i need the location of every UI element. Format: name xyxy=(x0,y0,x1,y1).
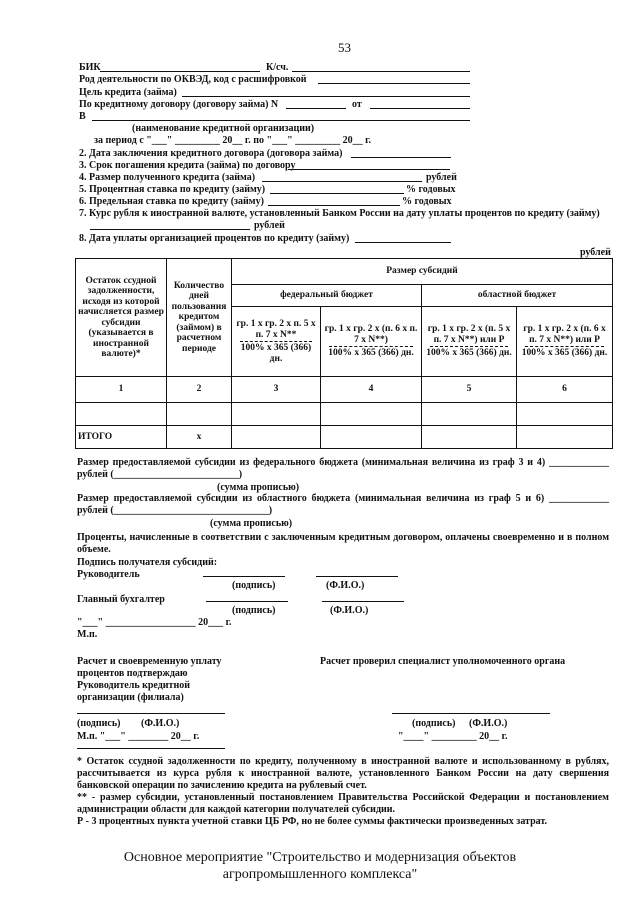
checked-by-specialist: Расчет проверил специалист уполномоченного органа xyxy=(320,656,566,667)
total-col2: x xyxy=(167,426,232,449)
head-signature-caption: (подпись) xyxy=(232,580,276,591)
item-2: 2. Дата заключения кредитного договора (договора займа) xyxy=(79,148,343,159)
item-4-suffix: рублей xyxy=(426,172,457,183)
item-8: 8. Дата уплаты организацией процентов по кредиту (займу) xyxy=(79,233,350,244)
bank-fio-caption: (Ф.И.О.) xyxy=(141,718,180,729)
okved-label: Род деятельности по ОКВЭД, код с расшифровкой xyxy=(79,74,307,85)
recipient-signature-label: Подпись получателя субсидий: xyxy=(77,557,218,568)
confirm-line-3: Руководитель кредитной xyxy=(77,680,190,691)
head-fio-caption: (Ф.И.О.) xyxy=(326,580,365,591)
footer-title-line-2: агропромышленного комплекса" xyxy=(222,867,418,882)
confirm-line-4: организации (филиала) xyxy=(77,692,184,703)
confirm-line-1: Расчет и своевременную уплату xyxy=(77,656,222,667)
note-1: * Остаток ссудной задолженности по кредиту, полученному в иностранной валюте и использованному в рублях, рассчитывается из курса рубля к иностранной валюте, установленного Банком России на дату свершения банковской операции по зачислению кредита на рублевый счет. xyxy=(77,756,609,791)
purpose-label: Цель кредита (займа) xyxy=(79,87,177,98)
table-row xyxy=(76,403,613,426)
formula-col6: гр. 1 x гр. 2 x (п. 6 x п. 7 x N**) или Р 100% x 365 (366) дн. xyxy=(517,307,613,377)
sum-in-words-2: (сумма прописью) xyxy=(210,518,293,529)
bik-label: БИК xyxy=(79,62,101,73)
chief-accountant-label: Главный бухгалтер xyxy=(77,594,165,605)
in-label: В xyxy=(79,111,86,122)
specialist-fio-caption: (Ф.И.О.) xyxy=(469,718,508,729)
item-6-suffix: % годовых xyxy=(402,196,452,207)
col1-header: Остаток ссудной задолженности, исходя из которой начисляется размер субсидии (указывается в иностранной валюте)* xyxy=(76,259,167,377)
formula-col3: гр. 1 x гр. 2 x п. 5 x п. 7 x N** 100% x 365 (366) дн. xyxy=(232,307,321,377)
note-2: ** - размер субсидии, установленный постановлением Правительства Российской Федерации и постановлением администрации области для каждой категории получателей субсидии. xyxy=(77,792,609,815)
org-name-caption: (наименование кредитной организации) xyxy=(132,123,315,134)
period-line: за период с "___" _________ 20__ г. по "___" _________ 20__ г. xyxy=(94,135,372,146)
specialist-signature-caption: (подпись) xyxy=(412,718,456,729)
item-4: 4. Размер полученного кредита (займа) xyxy=(79,172,256,183)
regional-header: областной бюджет xyxy=(422,285,613,307)
formula-col5: гр. 1 x гр. 2 x (п. 5 x п. 7 x N**) или Р 100% x 365 (366) дн. xyxy=(422,307,517,377)
federal-subsidy-size: Размер предоставляемой субсидии из федерального бюджета (минимальная величина из граф 3 и 4) ____________ рублей (_________________________) xyxy=(77,457,609,480)
colnum-5: 5 xyxy=(422,377,517,403)
note-3: Р - 3 процентных пункта учетной ставки ЦБ РФ, но не более суммы фактически произведенных затрат. xyxy=(77,816,548,827)
colnum-6: 6 xyxy=(517,377,613,403)
bank-mp-date: М.п. "___" ________ 20__ г. xyxy=(77,731,200,742)
colnum-1: 1 xyxy=(76,377,167,403)
bank-signature-caption: (подпись) xyxy=(77,718,121,729)
ks-label: К/сч. xyxy=(266,62,289,73)
item-7-suffix: рублей xyxy=(254,220,285,231)
regional-subsidy-size: Размер предоставляемой субсидии из областного бюджета (минимальная величина из граф 5 и 6) ____________ рублей (_______________________________) xyxy=(77,493,609,516)
item-5: 5. Процентная ставка по кредиту (займу) xyxy=(79,184,266,195)
interest-statement: Проценты, начисленные в соответствии с заключенным кредитным договором, оплачены своевременно и в полном объеме. xyxy=(77,532,609,555)
colnum-4: 4 xyxy=(321,377,422,403)
accountant-signature-caption: (подпись) xyxy=(232,605,276,616)
formula-col4: гр. 1 x гр. 2 x (п. 6 x п. 7 x N**) 100% x 365 (366) дн. xyxy=(321,307,422,377)
colnum-2: 2 xyxy=(167,377,232,403)
item-6: 6. Предельная ставка по кредиту (займу) xyxy=(79,196,264,207)
total-row xyxy=(76,426,613,449)
col2-header: Количество дней пользования кредитом (займом) в расчетном периоде xyxy=(167,259,232,377)
footer-title-line-1: Основное мероприятие "Строительство и модернизация объектов xyxy=(123,850,517,865)
date-line: "___" __________________ 20___ г. xyxy=(77,617,232,628)
contract-label: По кредитному договору (договору займа) N xyxy=(79,99,279,110)
confirm-line-2: процентов подтверждаю xyxy=(77,668,188,679)
sum-in-words-1: (сумма прописью) xyxy=(217,482,300,493)
column-number-row xyxy=(76,377,613,403)
item-5-suffix: % годовых xyxy=(406,184,456,195)
specialist-date: "____" _________ 20__ г. xyxy=(398,731,508,742)
subsidy-table xyxy=(75,258,613,449)
item-7: 7. Курс рубля к иностранной валюте, установленный Банком России на дату уплаты процентов по кредиту (займу) xyxy=(79,208,600,219)
subsidy-header: Размер субсидий xyxy=(232,259,613,285)
page-number: 53 xyxy=(338,40,351,55)
table-currency: рублей xyxy=(580,247,611,258)
accountant-fio-caption: (Ф.И.О.) xyxy=(330,605,369,616)
contract-from-label: от xyxy=(352,99,362,110)
mp-label: М.п. xyxy=(77,629,98,640)
total-label: ИТОГО xyxy=(76,426,167,449)
head-label: Руководитель xyxy=(77,569,140,580)
colnum-3: 3 xyxy=(232,377,321,403)
federal-header: федеральный бюджет xyxy=(232,285,422,307)
item-3: 3. Срок погашения кредита (займа) по договору xyxy=(79,160,296,171)
